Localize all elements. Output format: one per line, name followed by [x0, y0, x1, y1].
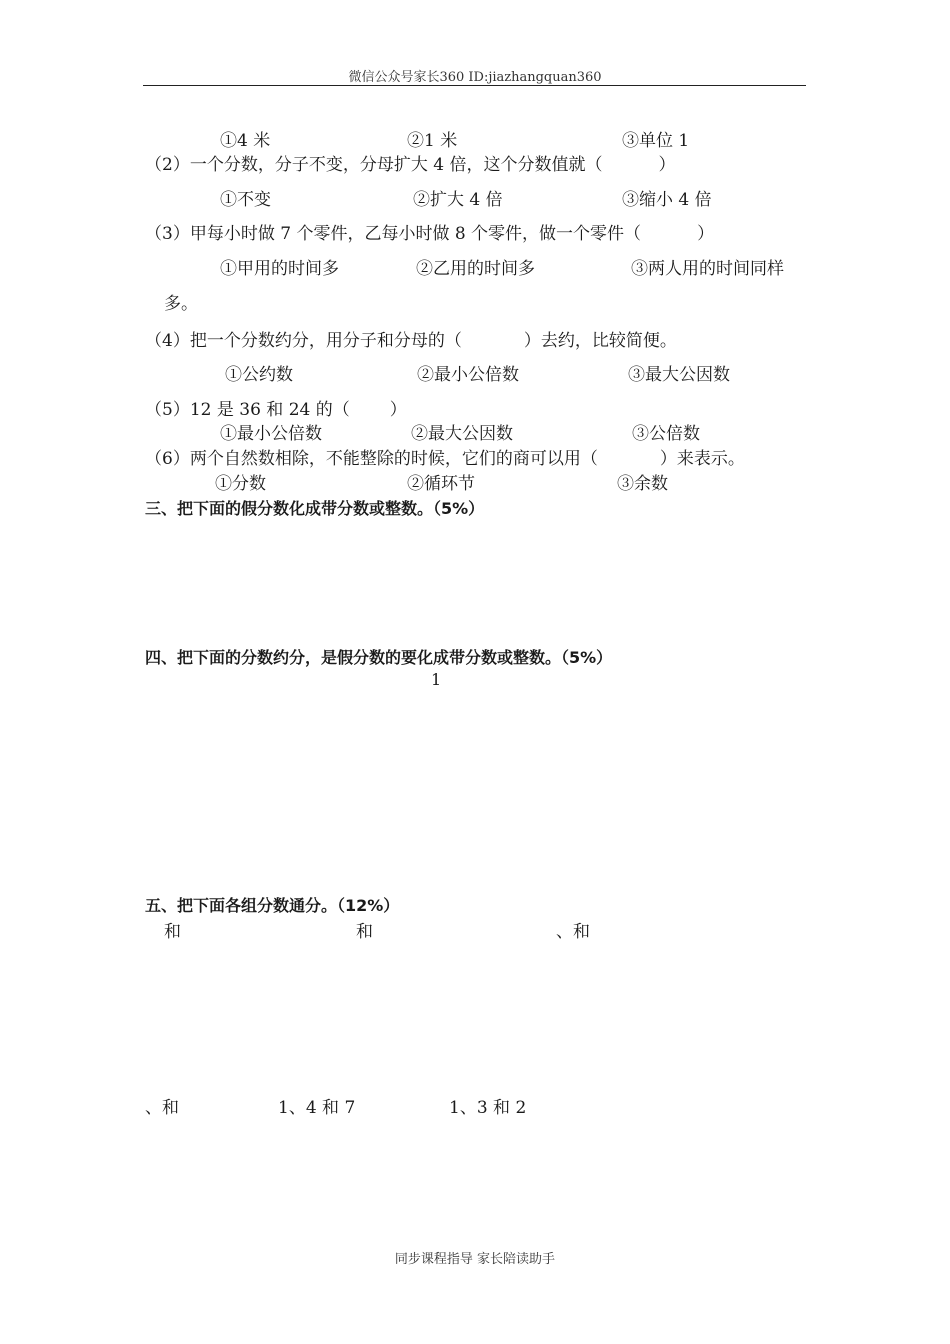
section-4-title: 四、把下面的分数约分，是假分数的要化成带分数或整数。（5%）	[145, 648, 613, 667]
page-header: 微信公众号家长360 ID:jiazhangquan360	[348, 70, 602, 85]
q6-stem-text: （6）两个自然数相除，不能整除的时候，它们的商可以用（	[145, 449, 598, 469]
q3-close: ）	[697, 224, 715, 244]
section-5-row2-item-1: 、和	[145, 1098, 179, 1118]
q3-stem	[145, 219, 714, 244]
q3-option-1: ①甲用的时间多	[220, 259, 339, 279]
q4-option-2: ②最小公倍数	[417, 365, 519, 385]
section-5-row1-item-2: 和	[356, 922, 373, 942]
q6-option-1: ①分数	[215, 474, 266, 494]
q3-wrap-text: 多。	[164, 294, 198, 314]
q4-tail: ）去约，比较简便。	[523, 331, 677, 351]
q5-close: ）	[389, 400, 407, 420]
q6-option-2: ②循环节	[407, 474, 475, 494]
q6-tail: ）来表示。	[659, 449, 745, 469]
header-rule	[143, 85, 806, 86]
q5-stem	[145, 395, 407, 420]
section-5-row2-item-3: 1、3 和 2	[449, 1098, 527, 1118]
section-5-row1-item-3: 、和	[556, 922, 590, 942]
q5-stem-text: （5）12 是 36 和 24 的（	[145, 400, 350, 420]
section-5-row2-item-2: 1、4 和 7	[278, 1098, 356, 1118]
page-footer: 同步课程指导 家长陪读助手	[394, 1252, 556, 1267]
q2-option-2: ②扩大 4 倍	[413, 190, 503, 210]
section-3-title: 三、把下面的假分数化成带分数或整数。（5%）	[145, 499, 485, 518]
section-5-title: 五、把下面各组分数通分。（12%）	[145, 896, 400, 915]
q6-option-3: ③余数	[617, 474, 668, 494]
q6-stem	[145, 444, 745, 469]
q2-stem-text: （2）一个分数，分子不变，分母扩大 4 倍，这个分数值就（	[145, 155, 603, 175]
section-5-row1-item-1: 和	[164, 922, 181, 942]
q4-option-1: ①公约数	[225, 365, 293, 385]
q1-option-2: ②1 米	[407, 131, 458, 151]
q4-option-3: ③最大公因数	[628, 365, 730, 385]
q2-option-3: ③缩小 4 倍	[622, 190, 712, 210]
q5-option-1: ①最小公倍数	[220, 424, 322, 444]
q5-option-3: ③公倍数	[632, 424, 700, 444]
q4-stem	[145, 326, 677, 351]
q2-stem	[145, 150, 675, 175]
q3-option-3: ③两人用的时间同样	[631, 259, 784, 279]
q3-option-2: ②乙用的时间多	[416, 259, 535, 279]
q2-option-1: ①不变	[220, 190, 271, 210]
q5-option-2: ②最大公因数	[411, 424, 513, 444]
q1-option-1: ①4 米	[220, 131, 271, 151]
q1-option-3: ③单位 1	[622, 131, 690, 151]
section-4-stray-digit: 1	[431, 670, 442, 689]
q2-close: ）	[658, 155, 676, 175]
q3-stem-text: （3）甲每小时做 7 个零件，乙每小时做 8 个零件，做一个零件（	[145, 224, 642, 244]
q4-stem-text: （4）把一个分数约分，用分子和分母的（	[145, 331, 462, 351]
